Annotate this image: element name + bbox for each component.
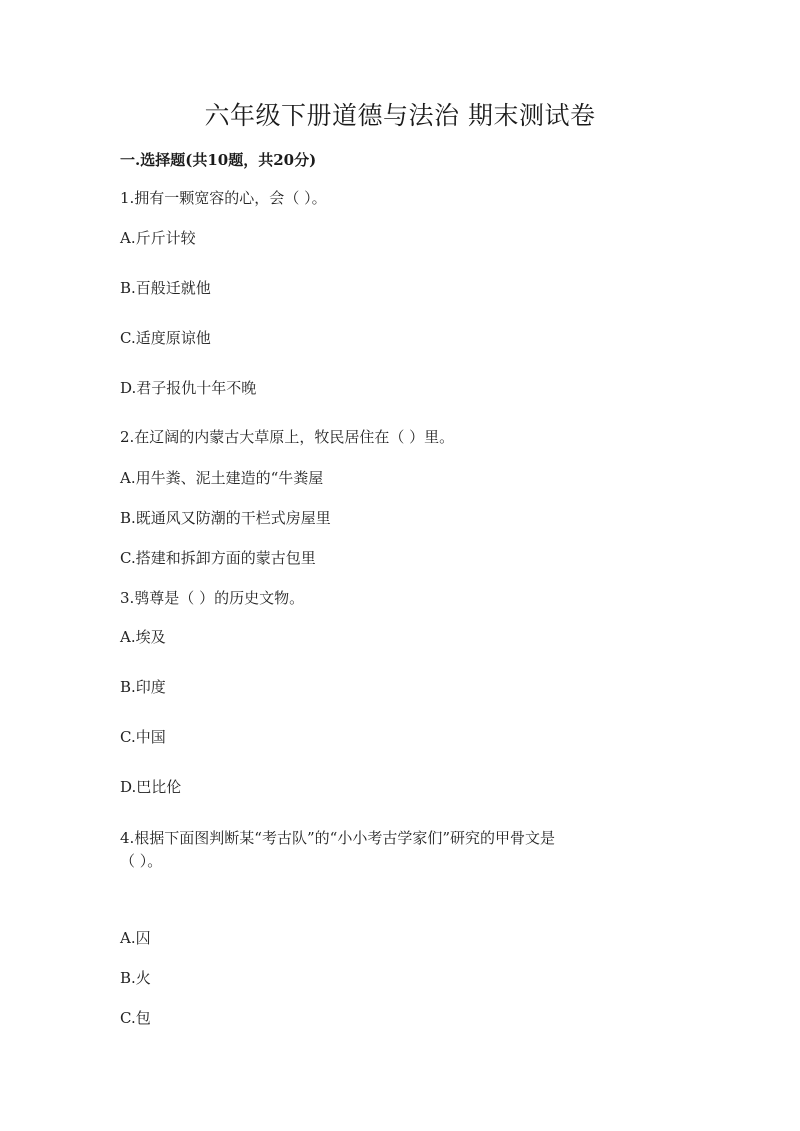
question-4-option-c: C.包 [120,1009,151,1027]
question-2-option-a: A.用牛粪、泥土建造的“牛粪屋 [120,469,324,487]
question-1-option-a: A.斤斤计较 [120,229,196,247]
question-3-option-b: B.印度 [120,678,166,696]
question-4-stem-continued: （ ）。 [120,852,163,870]
question-2-option-c: C.搭建和拆卸方面的蒙古包里 [120,549,316,567]
question-4-option-a: A.囚 [120,929,151,947]
section-header: 一.选择题(共10题，共20分) [120,151,317,169]
question-4-option-b: B.火 [120,969,151,987]
question-2-option-b: B.既通风又防潮的干栏式房屋里 [120,509,331,527]
question-3-option-c: C.中国 [120,728,166,746]
question-4-stem: 4.根据下面图判断某“考古队”的“小小考古学家们”研究的甲骨文是 [120,829,555,847]
question-1-option-c: C.适度原谅他 [120,329,211,347]
question-1-option-b: B.百般迁就他 [120,279,211,297]
question-3-option-d: D.巴比伦 [120,778,182,796]
question-1-option-d: D.君子报仇十年不晚 [120,379,257,397]
question-2-stem: 2.在辽阔的内蒙古大草原上，牧民居住在（ ）里。 [120,428,455,446]
question-3-option-a: A.埃及 [120,628,166,646]
question-3-stem: 3.鸮尊是（ ）的历史文物。 [120,589,305,607]
question-1-stem: 1.拥有一颗宽容的心，会（ ）。 [120,189,327,207]
page-title: 六年级下册道德与法治 期末测试卷 [204,101,596,130]
